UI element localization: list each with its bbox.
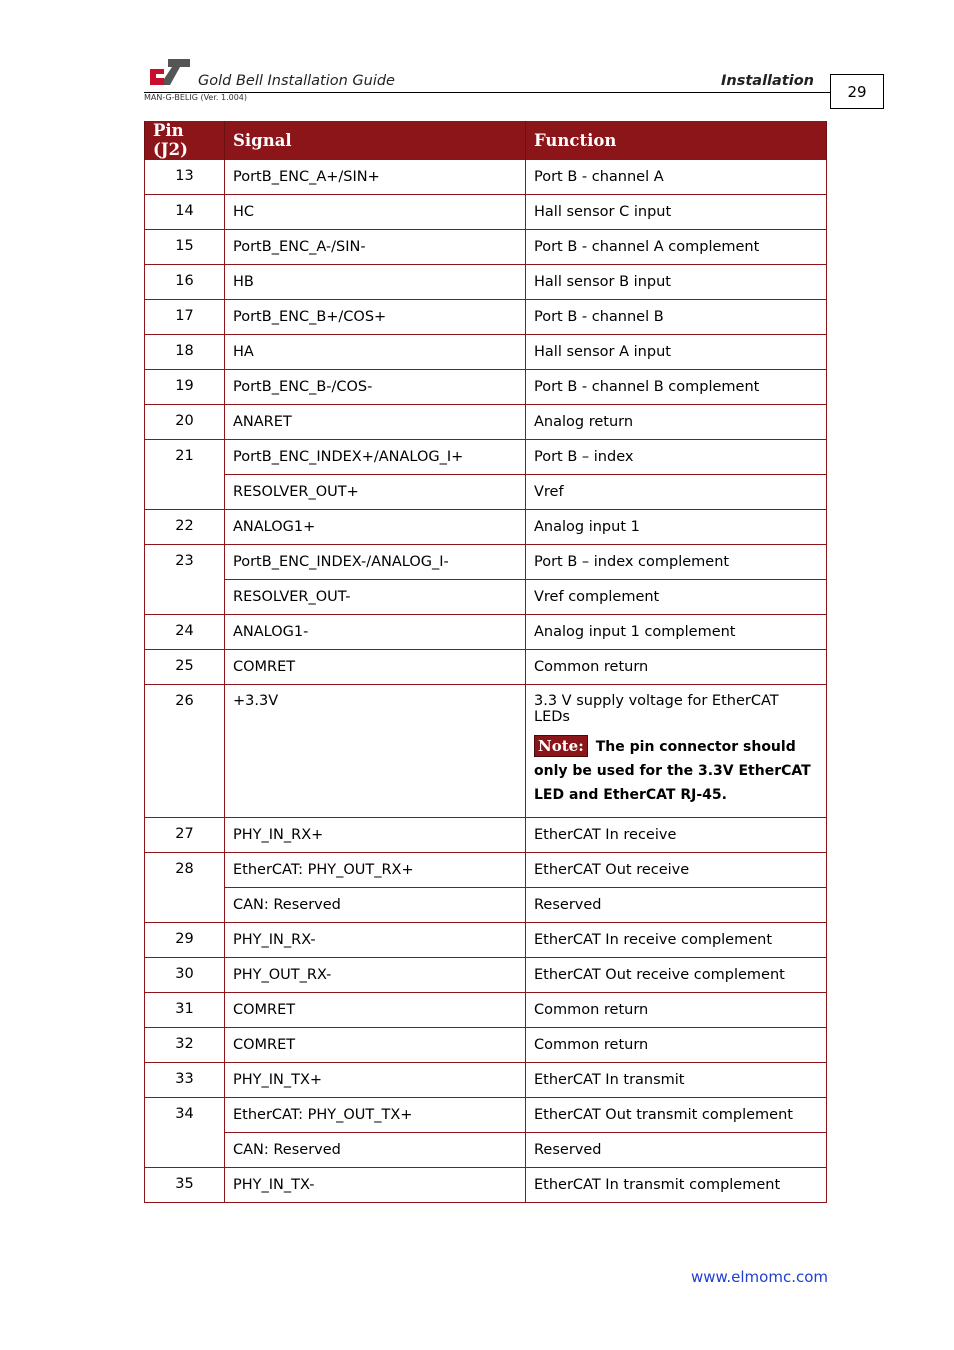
function-cell: Hall sensor B input xyxy=(526,265,827,300)
column-header-signal: Signal xyxy=(225,121,526,160)
table-row xyxy=(145,1028,827,1063)
pin-table xyxy=(144,121,827,1203)
table-row xyxy=(145,615,827,650)
function-cell: EtherCAT In transmit complement xyxy=(526,1168,827,1203)
table-row xyxy=(145,300,827,335)
pin-cell: 24 xyxy=(145,615,225,650)
pin-cell: 20 xyxy=(145,405,225,440)
table-row xyxy=(145,195,827,230)
signal-cell: EtherCAT: PHY_OUT_RX+ xyxy=(225,853,526,888)
column-header-pin: Pin (J2) xyxy=(145,121,225,160)
pin-cell: 26 xyxy=(145,685,225,818)
pin-cell: 13 xyxy=(145,160,225,195)
signal-cell: RESOLVER_OUT- xyxy=(225,580,526,615)
signal-cell: PortB_ENC_A+/SIN+ xyxy=(225,160,526,195)
function-text: 3.3 V supply voltage for EtherCAT LEDs xyxy=(534,693,779,725)
function-cell: Port B - channel B xyxy=(526,300,827,335)
pin-cell: 28 xyxy=(145,853,225,923)
signal-cell: PortB_ENC_B-/COS- xyxy=(225,370,526,405)
pin-cell: 27 xyxy=(145,818,225,853)
table-row xyxy=(145,475,827,510)
function-cell: Vref complement xyxy=(526,580,827,615)
pin-cell: 32 xyxy=(145,1028,225,1063)
signal-cell: CAN: Reserved xyxy=(225,888,526,923)
table-row xyxy=(145,440,827,475)
signal-cell: HB xyxy=(225,265,526,300)
function-cell: EtherCAT In receive complement xyxy=(526,923,827,958)
signal-cell: ANARET xyxy=(225,405,526,440)
website-link[interactable]: www.elmomc.com xyxy=(690,1268,828,1286)
pin-cell: 30 xyxy=(145,958,225,993)
page-number: 29 xyxy=(830,74,884,109)
table-row xyxy=(145,1098,827,1133)
function-cell: Common return xyxy=(526,1028,827,1063)
table-row xyxy=(145,685,827,818)
table-row xyxy=(145,888,827,923)
table-row xyxy=(145,958,827,993)
function-cell: EtherCAT Out transmit complement xyxy=(526,1098,827,1133)
signal-cell: +3.3V xyxy=(225,685,526,818)
pin-cell: 18 xyxy=(145,335,225,370)
function-cell: Hall sensor C input xyxy=(526,195,827,230)
table-row xyxy=(145,370,827,405)
note-block xyxy=(534,735,818,807)
function-cell: Common return xyxy=(526,993,827,1028)
signal-cell: COMRET xyxy=(225,993,526,1028)
table-row xyxy=(145,993,827,1028)
signal-cell: CAN: Reserved xyxy=(225,1133,526,1168)
function-cell: EtherCAT In transmit xyxy=(526,1063,827,1098)
signal-cell: PortB_ENC_INDEX-/ANALOG_I- xyxy=(225,545,526,580)
table-header-row xyxy=(145,121,827,160)
pin-cell: 23 xyxy=(145,545,225,615)
pin-cell: 33 xyxy=(145,1063,225,1098)
pin-cell: 16 xyxy=(145,265,225,300)
function-cell: Analog input 1 xyxy=(526,510,827,545)
table-row xyxy=(145,853,827,888)
table-row xyxy=(145,650,827,685)
signal-cell: RESOLVER_OUT+ xyxy=(225,475,526,510)
function-cell: EtherCAT Out receive xyxy=(526,853,827,888)
pin-cell: 35 xyxy=(145,1168,225,1203)
note-text: The pin connector should only be used for the 3.3V EtherCAT LED and EtherCAT RJ-45. xyxy=(534,739,811,803)
function-cell: Vref xyxy=(526,475,827,510)
signal-cell: EtherCAT: PHY_OUT_TX+ xyxy=(225,1098,526,1133)
signal-cell: PHY_IN_TX+ xyxy=(225,1063,526,1098)
signal-cell: ANALOG1- xyxy=(225,615,526,650)
table-row xyxy=(145,818,827,853)
function-cell: Port B - channel B complement xyxy=(526,370,827,405)
signal-cell: PHY_IN_RX- xyxy=(225,923,526,958)
table-row xyxy=(145,230,827,265)
function-cell: Port B - channel A xyxy=(526,160,827,195)
elmo-logo-icon xyxy=(148,57,190,87)
function-cell: Common return xyxy=(526,650,827,685)
pin-cell: 19 xyxy=(145,370,225,405)
note-label: Note: xyxy=(534,735,588,757)
signal-cell: HC xyxy=(225,195,526,230)
table-row xyxy=(145,335,827,370)
table-row xyxy=(145,1133,827,1168)
function-cell xyxy=(526,685,827,818)
document-id: MAN-G-BELIG (Ver. 1.004) xyxy=(144,93,247,102)
function-cell: EtherCAT In receive xyxy=(526,818,827,853)
pin-cell: 14 xyxy=(145,195,225,230)
pin-cell: 15 xyxy=(145,230,225,265)
table-row xyxy=(145,1063,827,1098)
function-cell: Hall sensor A input xyxy=(526,335,827,370)
function-cell: Reserved xyxy=(526,1133,827,1168)
table-row xyxy=(145,405,827,440)
pin-cell: 25 xyxy=(145,650,225,685)
table-row xyxy=(145,510,827,545)
table-row xyxy=(145,580,827,615)
signal-cell: PortB_ENC_B+/COS+ xyxy=(225,300,526,335)
signal-cell: PHY_OUT_RX- xyxy=(225,958,526,993)
function-cell: Port B – index xyxy=(526,440,827,475)
pin-cell: 17 xyxy=(145,300,225,335)
function-cell: Reserved xyxy=(526,888,827,923)
header-rule xyxy=(144,92,830,93)
table-row xyxy=(145,923,827,958)
document-title: Gold Bell Installation Guide xyxy=(198,73,395,89)
function-cell: EtherCAT Out receive complement xyxy=(526,958,827,993)
signal-cell: PHY_IN_TX- xyxy=(225,1168,526,1203)
pin-cell: 29 xyxy=(145,923,225,958)
pin-cell: 21 xyxy=(145,440,225,510)
pin-cell: 31 xyxy=(145,993,225,1028)
function-cell: Analog return xyxy=(526,405,827,440)
column-header-function: Function xyxy=(526,121,827,160)
signal-cell: ANALOG1+ xyxy=(225,510,526,545)
signal-cell: COMRET xyxy=(225,1028,526,1063)
function-cell: Analog input 1 complement xyxy=(526,615,827,650)
table-row xyxy=(145,545,827,580)
table-row xyxy=(145,265,827,300)
table-row xyxy=(145,1168,827,1203)
table-body xyxy=(145,160,827,1203)
signal-cell: PortB_ENC_A-/SIN- xyxy=(225,230,526,265)
pin-cell: 34 xyxy=(145,1098,225,1168)
signal-cell: HA xyxy=(225,335,526,370)
signal-cell: COMRET xyxy=(225,650,526,685)
table-row xyxy=(145,160,827,195)
signal-cell: PortB_ENC_INDEX+/ANALOG_I+ xyxy=(225,440,526,475)
signal-cell: PHY_IN_RX+ xyxy=(225,818,526,853)
function-cell: Port B – index complement xyxy=(526,545,827,580)
pin-cell: 22 xyxy=(145,510,225,545)
function-cell: Port B - channel A complement xyxy=(526,230,827,265)
section-title: Installation xyxy=(721,73,814,89)
